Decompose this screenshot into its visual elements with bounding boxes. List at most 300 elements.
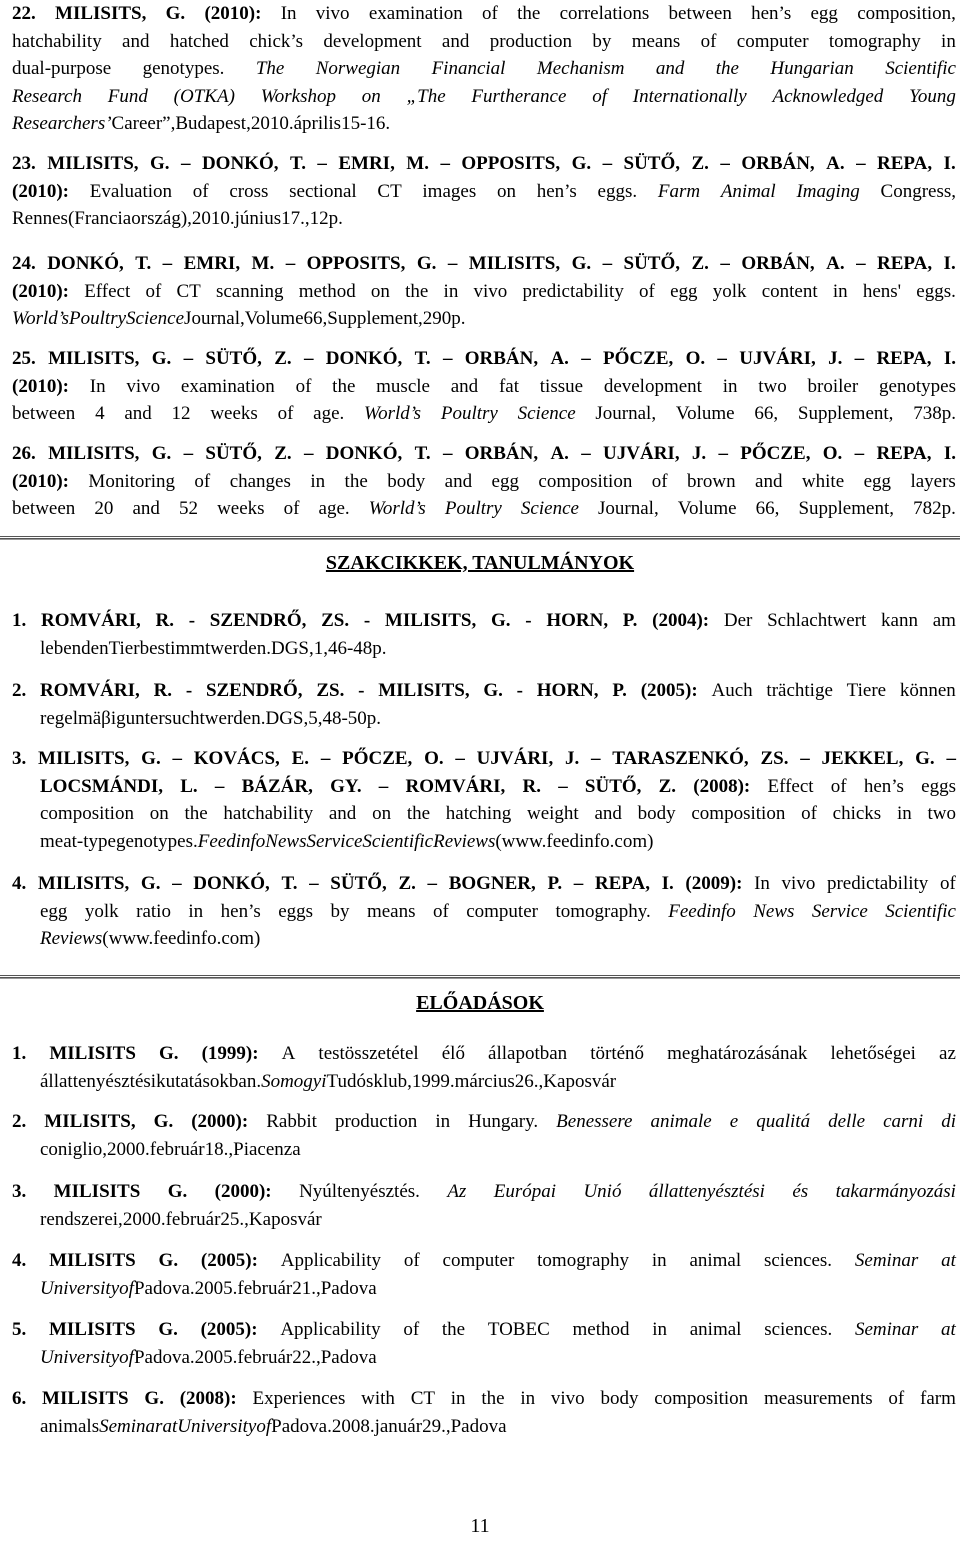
word: Z. [274, 348, 292, 369]
word: (2005): [200, 1319, 258, 1340]
word: at [941, 1319, 956, 1340]
word: – [181, 153, 191, 174]
word: examination [368, 3, 463, 24]
word: (www.feedinfo.com) [495, 830, 654, 852]
word: 29., [422, 1415, 451, 1437]
word: M. [251, 253, 275, 274]
word: Effect [767, 775, 814, 797]
word: Poultry [440, 403, 498, 424]
word: SÜTŐ, [205, 348, 262, 369]
word: broiler [807, 375, 859, 397]
word: G. [571, 253, 592, 274]
word: weight [526, 803, 579, 824]
word: (2010): [12, 470, 69, 492]
word: ROMVÁRI, [40, 680, 140, 701]
word: PŐCZE, [603, 348, 674, 369]
word: 26., [514, 1070, 544, 1092]
publication-entry-26 [12, 440, 956, 523]
word: tomography [828, 30, 921, 52]
word: 5. [12, 1319, 27, 1340]
word: 26. [12, 443, 36, 464]
word: am [932, 610, 956, 631]
word: „The [406, 85, 446, 107]
word: I. [943, 253, 956, 274]
word: G. [158, 1250, 179, 1271]
word: – [320, 748, 331, 769]
word: and [124, 403, 152, 424]
talk-entry-6 [12, 1385, 956, 1440]
word: rendszerei, [40, 1208, 123, 1230]
word: eggs. [597, 180, 638, 202]
text-line [12, 110, 956, 138]
word: – [440, 153, 450, 174]
word: CT [176, 280, 201, 302]
word: and [450, 375, 479, 397]
word: of [801, 803, 817, 824]
word: R. [153, 680, 173, 701]
word: in [188, 900, 204, 922]
word: between [668, 3, 732, 24]
word: G. [151, 443, 172, 464]
word: 25., [220, 1208, 249, 1230]
word: (2008): [179, 1388, 237, 1409]
word: Animal [720, 180, 776, 202]
word: I. [943, 443, 956, 464]
word: Z. [398, 873, 416, 894]
word: SÜTŐ, [623, 153, 681, 174]
word: – [720, 153, 730, 174]
word: 2008. [331, 1415, 375, 1437]
word: GY. [330, 775, 362, 797]
word: (2009): [685, 873, 743, 894]
word: kutatásokban. [156, 1070, 262, 1092]
word: G. [571, 153, 592, 174]
word: – [317, 153, 327, 174]
word: – [854, 443, 865, 464]
text-line [12, 55, 956, 83]
word: – [378, 775, 389, 797]
word: 1. [12, 610, 27, 631]
word: Kaposvár [543, 1070, 617, 1092]
word: Hungary. [468, 1111, 539, 1132]
article-entry-4 [12, 870, 956, 953]
word: Európai [493, 1181, 557, 1202]
word: of [256, 1415, 272, 1437]
word: e [729, 1111, 739, 1132]
word: UJVÁRI, [739, 348, 816, 369]
word: vivo [473, 280, 508, 302]
word: takarmányozási [835, 1181, 956, 1202]
word: KOVÁCS, [193, 748, 280, 769]
word: MILISITS, [37, 873, 130, 894]
word: 2000. [107, 1138, 150, 1160]
word: 1999. [411, 1070, 455, 1092]
word: News [265, 830, 307, 852]
word: Padova [450, 1415, 507, 1437]
text-line [12, 440, 956, 468]
word: carni [883, 1111, 924, 1132]
section-heading-eloadasok: ELŐADÁSOK [416, 992, 544, 1014]
word: – [946, 748, 956, 769]
text-line [12, 28, 956, 56]
text-line [12, 677, 956, 705]
word: Experiences [252, 1388, 346, 1409]
word: 2005. [194, 1346, 238, 1368]
article-entry-1 [12, 607, 956, 662]
word: two [758, 375, 787, 397]
word: of [119, 1346, 134, 1368]
word: történő [590, 1043, 645, 1064]
word: Furtherance [471, 85, 567, 107]
word: Applicability [280, 1250, 382, 1271]
word: Schlachtwert [767, 610, 867, 631]
text-line [12, 745, 956, 773]
publication-entry-24 [12, 250, 956, 333]
word: the [332, 375, 356, 397]
word: 2005. [194, 1277, 238, 1299]
word: 15-16. [341, 113, 391, 134]
word: – [854, 348, 865, 369]
word: OPPOSITS, [306, 253, 406, 274]
word: The [255, 58, 285, 79]
word: Budapest, [175, 113, 251, 134]
word: between [12, 403, 76, 424]
word: changes [229, 470, 291, 492]
word: of [830, 775, 847, 797]
word: sectional [289, 180, 357, 202]
word: 25. [12, 348, 36, 369]
word: Tier [108, 637, 140, 659]
word: T. [414, 443, 431, 464]
word: REPA, [877, 253, 933, 274]
word: 48-50p. [322, 707, 382, 729]
word: Unió [583, 1181, 622, 1202]
word: computer [466, 900, 538, 922]
word: egg [670, 280, 698, 302]
word: MILISITS, [384, 610, 477, 631]
word: G. [915, 748, 935, 769]
word: Padova. [271, 1415, 332, 1437]
word: P. [622, 610, 638, 631]
word: at [941, 1250, 956, 1271]
word: genotypes. [142, 58, 225, 79]
word: BÁZÁR, [241, 775, 313, 797]
word: R. [522, 775, 541, 797]
word: MILISITS, [38, 748, 130, 769]
word: REPA, [876, 443, 932, 464]
word: on [361, 85, 381, 107]
talk-entry-4 [12, 1247, 956, 1302]
word: cross [229, 180, 269, 202]
word: – [602, 253, 613, 274]
word: – [800, 748, 810, 769]
word: Journal, [595, 403, 657, 424]
word: age. [318, 498, 350, 519]
word: J. [691, 443, 707, 464]
word: Auch [711, 680, 753, 701]
word: Reviews [40, 928, 103, 949]
talk-entry-3 [12, 1178, 956, 1233]
section-heading-szakcikkek: SZAKCIKKEK, TANULMÁNYOK [325, 552, 635, 574]
word: - [525, 610, 532, 631]
word: sciences. [763, 1250, 833, 1271]
text-line [12, 607, 956, 635]
article-entry-3 [12, 745, 956, 855]
word: G. [144, 1388, 164, 1409]
word: In [754, 873, 770, 894]
word: HORN, [536, 680, 599, 701]
word: Tiere [846, 680, 887, 701]
word: with [361, 1388, 395, 1409]
word: (1999): [201, 1043, 259, 1064]
word: Science [517, 403, 576, 424]
word: genotypes [878, 375, 956, 397]
word: PŐCZE, [740, 443, 811, 464]
word: examination [180, 375, 275, 397]
word: of [888, 1388, 905, 1409]
word: 12p. [309, 208, 343, 229]
word: in [722, 375, 738, 397]
word: 4. [12, 1250, 27, 1271]
word: in [520, 1388, 536, 1409]
word: Poultry [69, 308, 127, 329]
word: Feedinfo [668, 900, 736, 922]
word: ZS. [316, 680, 345, 701]
word: Supplement, [798, 498, 894, 519]
word: production [489, 30, 573, 52]
word: J. [828, 348, 843, 369]
word: composition [691, 803, 786, 824]
word: Supplement, [327, 308, 423, 329]
word: eggs. [916, 280, 956, 302]
word: coniglio, [40, 1138, 108, 1160]
word: Scientific [362, 830, 434, 852]
word: – [285, 253, 296, 274]
text-line [12, 705, 956, 733]
word: Mechanism [536, 58, 625, 79]
text-line [12, 773, 956, 801]
word: vivo [315, 3, 350, 24]
word: állattenyésztési [648, 1181, 765, 1202]
word: Workshop [260, 85, 336, 107]
word: means [366, 900, 416, 922]
word: Researchers’ [12, 113, 112, 134]
word: 1. [12, 1043, 27, 1064]
word: SÜTŐ, [205, 443, 262, 464]
text-line [12, 635, 956, 663]
word: Somogyi [261, 1070, 327, 1092]
word: Career”, [111, 113, 176, 134]
word: G. [158, 1319, 178, 1340]
word: – [856, 153, 866, 174]
word: untersucht [125, 707, 205, 729]
word: in [832, 280, 848, 302]
word: P. [612, 680, 627, 701]
word: T. [281, 873, 298, 894]
word: and [441, 30, 470, 52]
word: – [162, 253, 173, 274]
word: 66, [755, 498, 780, 519]
word: hen’s [220, 900, 261, 922]
text-line [12, 1206, 956, 1234]
word: – [442, 443, 453, 464]
word: Monitoring [88, 470, 175, 492]
word: of [194, 470, 211, 492]
word: method [572, 1319, 630, 1340]
word: of [283, 498, 300, 519]
word: ORBÁN, [741, 253, 815, 274]
word: június [234, 208, 282, 229]
word: EMRI, [183, 253, 241, 274]
word: the [405, 280, 429, 302]
word: Internationally [632, 85, 747, 107]
word: Padova [320, 1346, 377, 1368]
word: 52 [178, 498, 198, 519]
word: and [122, 30, 150, 52]
word: Padova [320, 1277, 377, 1299]
text-line [12, 1178, 956, 1206]
word: Service [306, 830, 363, 852]
text-line [12, 400, 956, 428]
word: of [639, 280, 655, 302]
word: P. [547, 873, 563, 894]
word: lebenden [40, 637, 109, 659]
word: in [652, 1319, 668, 1340]
word: ORBÁN, [464, 348, 539, 369]
word: in [896, 803, 912, 824]
word: 20 [94, 498, 114, 519]
word: qualitá [756, 1111, 811, 1132]
word: eggs [278, 900, 314, 922]
word: – [856, 253, 866, 274]
word: kann [881, 610, 918, 631]
word: In [89, 375, 106, 397]
word: chicks [832, 803, 882, 824]
text-line [12, 1316, 956, 1344]
word: bestimmt [139, 637, 211, 659]
word: production [334, 1111, 418, 1132]
word: 5, [308, 707, 323, 729]
word: R. [155, 610, 174, 631]
word: composition [538, 470, 633, 492]
word: (2005): [200, 1250, 258, 1271]
word: (2000): [191, 1111, 249, 1132]
word: február [237, 1346, 293, 1368]
word: and [444, 470, 473, 492]
word: 3. [12, 1181, 27, 1202]
word: MILISITS, [44, 1111, 136, 1132]
word: Hungarian [770, 58, 854, 79]
word: állattenyésztési [40, 1070, 157, 1092]
word: University [177, 1415, 257, 1437]
word: tissue [539, 375, 584, 397]
text-line [12, 0, 956, 28]
word: január [374, 1415, 423, 1437]
text-line [12, 468, 956, 496]
word: MILISITS, [378, 680, 470, 701]
word: the [517, 3, 541, 24]
word: Seminar [854, 1319, 919, 1340]
text-line [12, 1275, 956, 1303]
word: Piacenza [233, 1138, 301, 1160]
word: and [594, 803, 622, 824]
text-line [12, 83, 956, 111]
text-line [12, 925, 956, 953]
text-line [12, 495, 956, 523]
word: 738p. [913, 403, 956, 424]
word: dual-purpose [12, 58, 112, 79]
word: Poultry [444, 498, 502, 519]
word: DONKÓ, [193, 873, 270, 894]
word: animal [689, 1319, 742, 1340]
word: L. [180, 775, 198, 797]
word: SÜTŐ, [584, 775, 642, 797]
word: hatchability [223, 803, 314, 824]
text-line [12, 1108, 956, 1136]
word: DGS, [265, 707, 309, 729]
word: 12 [171, 403, 191, 424]
word: M. [406, 153, 429, 174]
word: regelmäβig [40, 707, 126, 729]
word: composition [654, 1388, 749, 1409]
word: SÜTŐ, [330, 873, 387, 894]
word: – [591, 748, 601, 769]
word: – [442, 348, 453, 369]
word: A. [826, 253, 845, 274]
text-line [12, 1040, 956, 1068]
publication-entry-23 [12, 150, 956, 233]
word: CT [410, 1388, 435, 1409]
word: – [303, 348, 314, 369]
word: ratio [136, 900, 171, 922]
word: (2004): [652, 610, 710, 631]
word: I. [943, 348, 956, 369]
word: 22., [292, 1346, 321, 1368]
word: ROMVÁRI, [40, 610, 141, 631]
word: on [496, 180, 516, 202]
word: DONKÓ, [201, 153, 279, 174]
word: and [328, 803, 357, 824]
word: MILISITS [49, 1043, 136, 1064]
word: G. [140, 873, 161, 894]
word: composition, [857, 3, 956, 24]
word: vivo [781, 873, 816, 894]
word: werden. [204, 707, 266, 729]
word: G. [158, 1043, 179, 1064]
word: animals [40, 1415, 100, 1437]
word: az [939, 1043, 956, 1064]
word: 21., [292, 1277, 321, 1299]
word: tomography. [555, 900, 651, 922]
word: O. [822, 443, 843, 464]
word: G. [151, 348, 172, 369]
word: Research [12, 85, 82, 107]
publication-entry-22 [12, 0, 956, 138]
word: Scientific [885, 900, 956, 922]
word: április [293, 113, 342, 134]
word: computer [736, 30, 809, 52]
text-line [12, 178, 956, 206]
word: MILISITS, [468, 253, 561, 274]
word: – [573, 873, 584, 894]
text-line [12, 1344, 956, 1372]
word: A. [826, 153, 845, 174]
word: február [237, 1277, 293, 1299]
word: – [717, 348, 727, 369]
word: MILISITS [48, 1319, 136, 1340]
talk-entry-2 [12, 1108, 956, 1163]
word: G. [167, 1181, 188, 1202]
